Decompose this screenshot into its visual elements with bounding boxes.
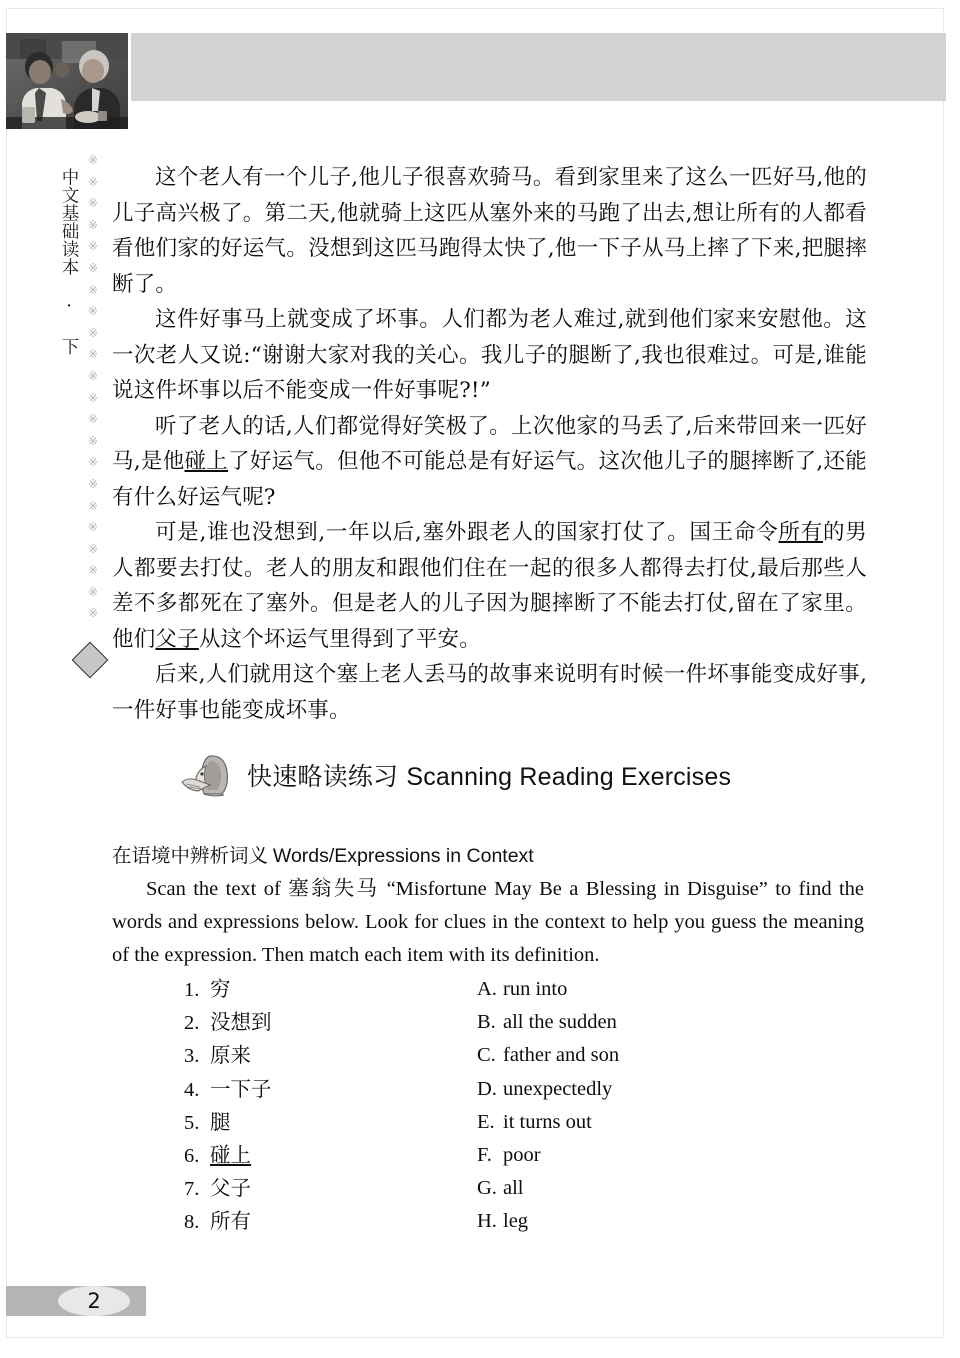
decorative-marker: ※ xyxy=(87,304,99,319)
list-item[interactable] xyxy=(184,1172,272,1205)
decorative-marker: ※ xyxy=(87,239,99,254)
story-paragraph: 后来,人们就用这个塞上老人丢马的故事来说明有时候一件坏事能变成好事,一件好事也能变成坏事。 xyxy=(112,662,867,723)
book-title-vertical: 中文基础读本 · 下 xyxy=(59,168,79,356)
header-gray-bar xyxy=(131,33,946,101)
item-marker: B. xyxy=(477,1011,496,1034)
item-marker: C. xyxy=(477,1044,496,1067)
item-marker: 1. xyxy=(184,979,200,1001)
item-definition: it turns out xyxy=(503,1110,592,1133)
decorative-marker: ※ xyxy=(87,563,99,578)
decorative-marker: ※ xyxy=(87,390,99,405)
item-term: 父子 xyxy=(210,1176,251,1201)
decorative-marker: ※ xyxy=(87,368,99,383)
item-term: 所有 xyxy=(210,1209,251,1234)
item-term: 一下子 xyxy=(210,1076,272,1101)
item-definition: all xyxy=(503,1177,524,1200)
decorative-marker: ※ xyxy=(87,174,99,189)
decorative-marker: ※ xyxy=(87,498,99,513)
decorative-marker: ※ xyxy=(87,347,99,362)
decorative-marker: ※ xyxy=(87,520,99,535)
instructions-chinese-term: 塞翁失马 xyxy=(288,876,380,900)
item-marker: F. xyxy=(477,1143,492,1166)
item-marker: D. xyxy=(477,1077,497,1100)
decorative-marker: ※ xyxy=(87,196,99,211)
instructions-part2: “Misfortune May Be a Blessing in Disguise” to find the words and expressions below. Look for clues in the context to help you guess the meaning of the expression. Then match each item with its definition. xyxy=(112,878,864,966)
matching-left-column xyxy=(184,973,272,1239)
decorative-marker: ※ xyxy=(87,412,99,427)
item-term: 穷 xyxy=(210,977,231,1001)
item-marker: 5. xyxy=(184,1111,200,1134)
list-item[interactable] xyxy=(477,1073,619,1106)
item-definition: all the sudden xyxy=(503,1011,617,1034)
decorative-marker: ※ xyxy=(87,606,99,621)
decorative-marker: ※ xyxy=(87,153,99,167)
item-definition: unexpectedly xyxy=(503,1077,613,1100)
list-item[interactable] xyxy=(477,1039,619,1072)
side-strip xyxy=(52,150,112,690)
instructions-part1: Scan the text of xyxy=(146,878,289,900)
item-term: 原来 xyxy=(210,1043,251,1068)
list-item[interactable] xyxy=(184,973,272,1006)
list-item[interactable] xyxy=(477,1139,619,1172)
exercise-instructions xyxy=(112,872,864,972)
decorative-marker: ※ xyxy=(87,260,99,275)
section-heading-text xyxy=(247,757,731,793)
item-marker: 3. xyxy=(184,1045,200,1068)
section-heading-en: Scanning Reading Exercises xyxy=(406,763,732,791)
list-item[interactable] xyxy=(477,1106,619,1139)
item-definition: poor xyxy=(503,1143,541,1166)
item-marker: 2. xyxy=(184,1012,200,1035)
decorative-marker: ※ xyxy=(87,433,99,448)
section-heading-cn: 快速略读练习 xyxy=(247,762,399,791)
item-marker: E. xyxy=(477,1110,495,1133)
header-photo xyxy=(6,33,128,129)
item-term: 腿 xyxy=(210,1109,231,1134)
matching-exercise xyxy=(112,973,864,1233)
subsection-heading xyxy=(112,840,534,868)
decorative-marker: ※ xyxy=(87,584,99,599)
decorative-marker-column xyxy=(82,150,104,625)
item-marker: G. xyxy=(477,1177,497,1200)
story-paragraph: 这个老人有一个儿子,他儿子很喜欢骑马。看到家里来了这么一匹好马,他的儿子高兴极了。第二天,他就骑上这匹从塞外来的马跑了出去,想让所有的人都看看他们家的好运气。没想到这匹马跑得太快了,他一下子从马上摔了下来,把腿摔断了。 xyxy=(112,165,867,297)
story-paragraph xyxy=(112,515,867,657)
decorative-marker: ※ xyxy=(87,541,99,556)
item-marker: 7. xyxy=(184,1178,200,1201)
list-item[interactable] xyxy=(477,1205,619,1238)
story-body xyxy=(112,160,867,728)
list-item[interactable] xyxy=(477,973,619,1006)
item-marker: A. xyxy=(477,978,497,1000)
person-reading-icon xyxy=(180,752,236,798)
decorative-marker: ※ xyxy=(87,455,99,470)
subsection-heading-cn: 在语境中辨析词义 xyxy=(112,844,269,867)
diamond-marker xyxy=(72,642,109,679)
section-heading xyxy=(180,752,731,798)
item-term: 没想到 xyxy=(210,1010,272,1035)
two-men-conversation-photo xyxy=(6,33,128,129)
list-item[interactable] xyxy=(184,1039,272,1072)
matching-right-column xyxy=(477,973,619,1239)
story-paragraph-text: 可是,谁也没想到,一年以后,塞外跟老人的国家打仗了。国王命令所有的男人都要去打仗。老人的朋友和跟他们住在一起的很多人都得去打仗,最后那些人差不多都死在了塞外。但是老人的儿子因为腿摔断了不能去打仗,留在了家里。他们父子从这个坏运气里得到了平安。 xyxy=(112,520,867,652)
item-term: 碰上 xyxy=(210,1142,251,1167)
item-definition: father and son xyxy=(503,1044,620,1067)
item-marker: H. xyxy=(477,1210,497,1233)
list-item[interactable] xyxy=(477,1172,619,1205)
item-marker: 8. xyxy=(184,1211,200,1234)
list-item[interactable] xyxy=(184,1106,272,1139)
list-item[interactable] xyxy=(184,1006,272,1039)
list-item[interactable] xyxy=(477,1006,619,1039)
item-marker: 6. xyxy=(184,1144,200,1167)
story-paragraph-text: 听了老人的话,人们都觉得好笑极了。上次他家的马丢了,后来带回来一匹好马,是他碰上了好运气。但他不可能总是有好运气。这次他儿子的腿摔断了,还能有什么好运气呢? xyxy=(112,413,867,510)
subsection-heading-en: Words/Expressions in Context xyxy=(272,845,534,867)
story-paragraph: 这件好事马上就变成了坏事。人们都为老人难过,就到他们家来安慰他。这一次老人又说:“谢谢大家对我的关心。我儿子的腿断了,我也很难过。可是,谁能说这件坏事以后不能变成一件好事呢?!” xyxy=(112,307,867,403)
decorative-marker: ※ xyxy=(87,325,99,340)
item-marker: 4. xyxy=(184,1078,200,1101)
list-item[interactable] xyxy=(184,1073,272,1106)
page-number: 2 xyxy=(58,1286,130,1316)
item-definition: run into xyxy=(503,978,568,1000)
decorative-marker: ※ xyxy=(87,282,99,297)
decorative-marker: ※ xyxy=(87,217,99,232)
story-paragraph xyxy=(112,409,867,516)
list-item[interactable] xyxy=(184,1139,272,1172)
list-item[interactable] xyxy=(184,1205,272,1238)
item-definition: leg xyxy=(503,1210,529,1233)
decorative-marker: ※ xyxy=(87,476,99,491)
